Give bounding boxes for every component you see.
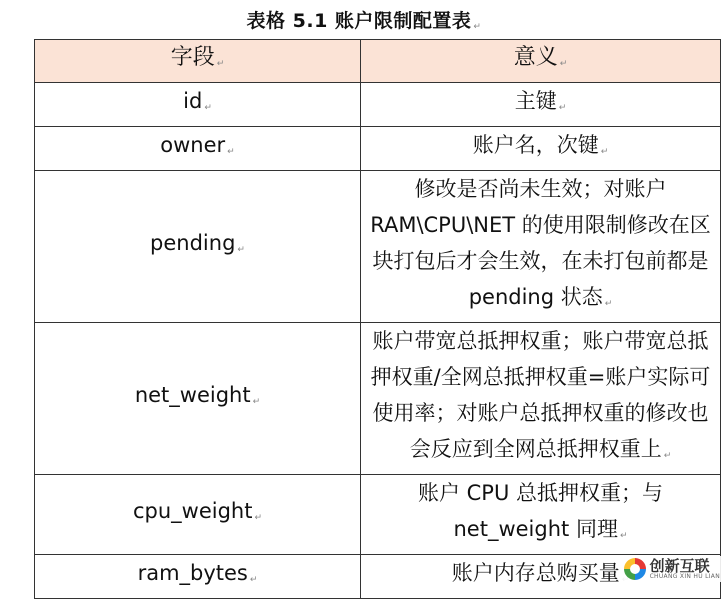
meaning-cell: 修改是否尚未生效；对账户RAM\CPU\NET 的使用限制修改在区块打包后才会生效，在未打包前都是 pending 状态 ↵ xyxy=(361,171,721,323)
meaning-cell: 账户内存总购买量 xyxy=(361,555,721,599)
meaning-cell: 账户带宽总抵押权重；账户带宽总抵押权重/全网总抵押权重=账户实际可使用率；对账户总抵押权重的修改也会反应到全网总抵押权重上 ↵ xyxy=(361,323,721,475)
meaning-cell: 主键 ↵ xyxy=(361,83,721,127)
logo-icon xyxy=(624,558,646,580)
table-caption: 表格 5.1 账户限制配置表 ↵ xyxy=(246,10,482,32)
watermark-subtitle: CHUANG XIN HU LIAN xyxy=(649,572,720,580)
watermark-name: 创新互联 xyxy=(649,556,710,575)
table-row xyxy=(35,171,721,323)
field-cell: ram_bytes ↵ xyxy=(35,555,361,599)
meaning-cell: 账户名，次键 ↵ xyxy=(361,127,721,171)
paragraph-mark-icon: ↵ xyxy=(473,22,482,32)
header-field: 字段 ↵ xyxy=(35,40,361,83)
header-meaning: 意义 ↵ xyxy=(361,40,721,83)
field-cell: pending ↵ xyxy=(35,171,361,323)
meaning-cell: 账户 CPU 总抵押权重；与 net_weight 同理 ↵ xyxy=(361,475,721,555)
field-cell: cpu_weight ↵ xyxy=(35,475,361,555)
watermark xyxy=(620,556,724,582)
field-cell: net_weight ↵ xyxy=(35,323,361,475)
account-limit-table xyxy=(34,39,721,599)
table-row xyxy=(35,555,721,599)
table-header-row xyxy=(35,40,721,83)
table-row xyxy=(35,475,721,555)
table-row xyxy=(35,127,721,171)
table-row xyxy=(35,323,721,475)
field-cell: id ↵ xyxy=(35,83,361,127)
table-row xyxy=(35,83,721,127)
field-cell: owner ↵ xyxy=(35,127,361,171)
